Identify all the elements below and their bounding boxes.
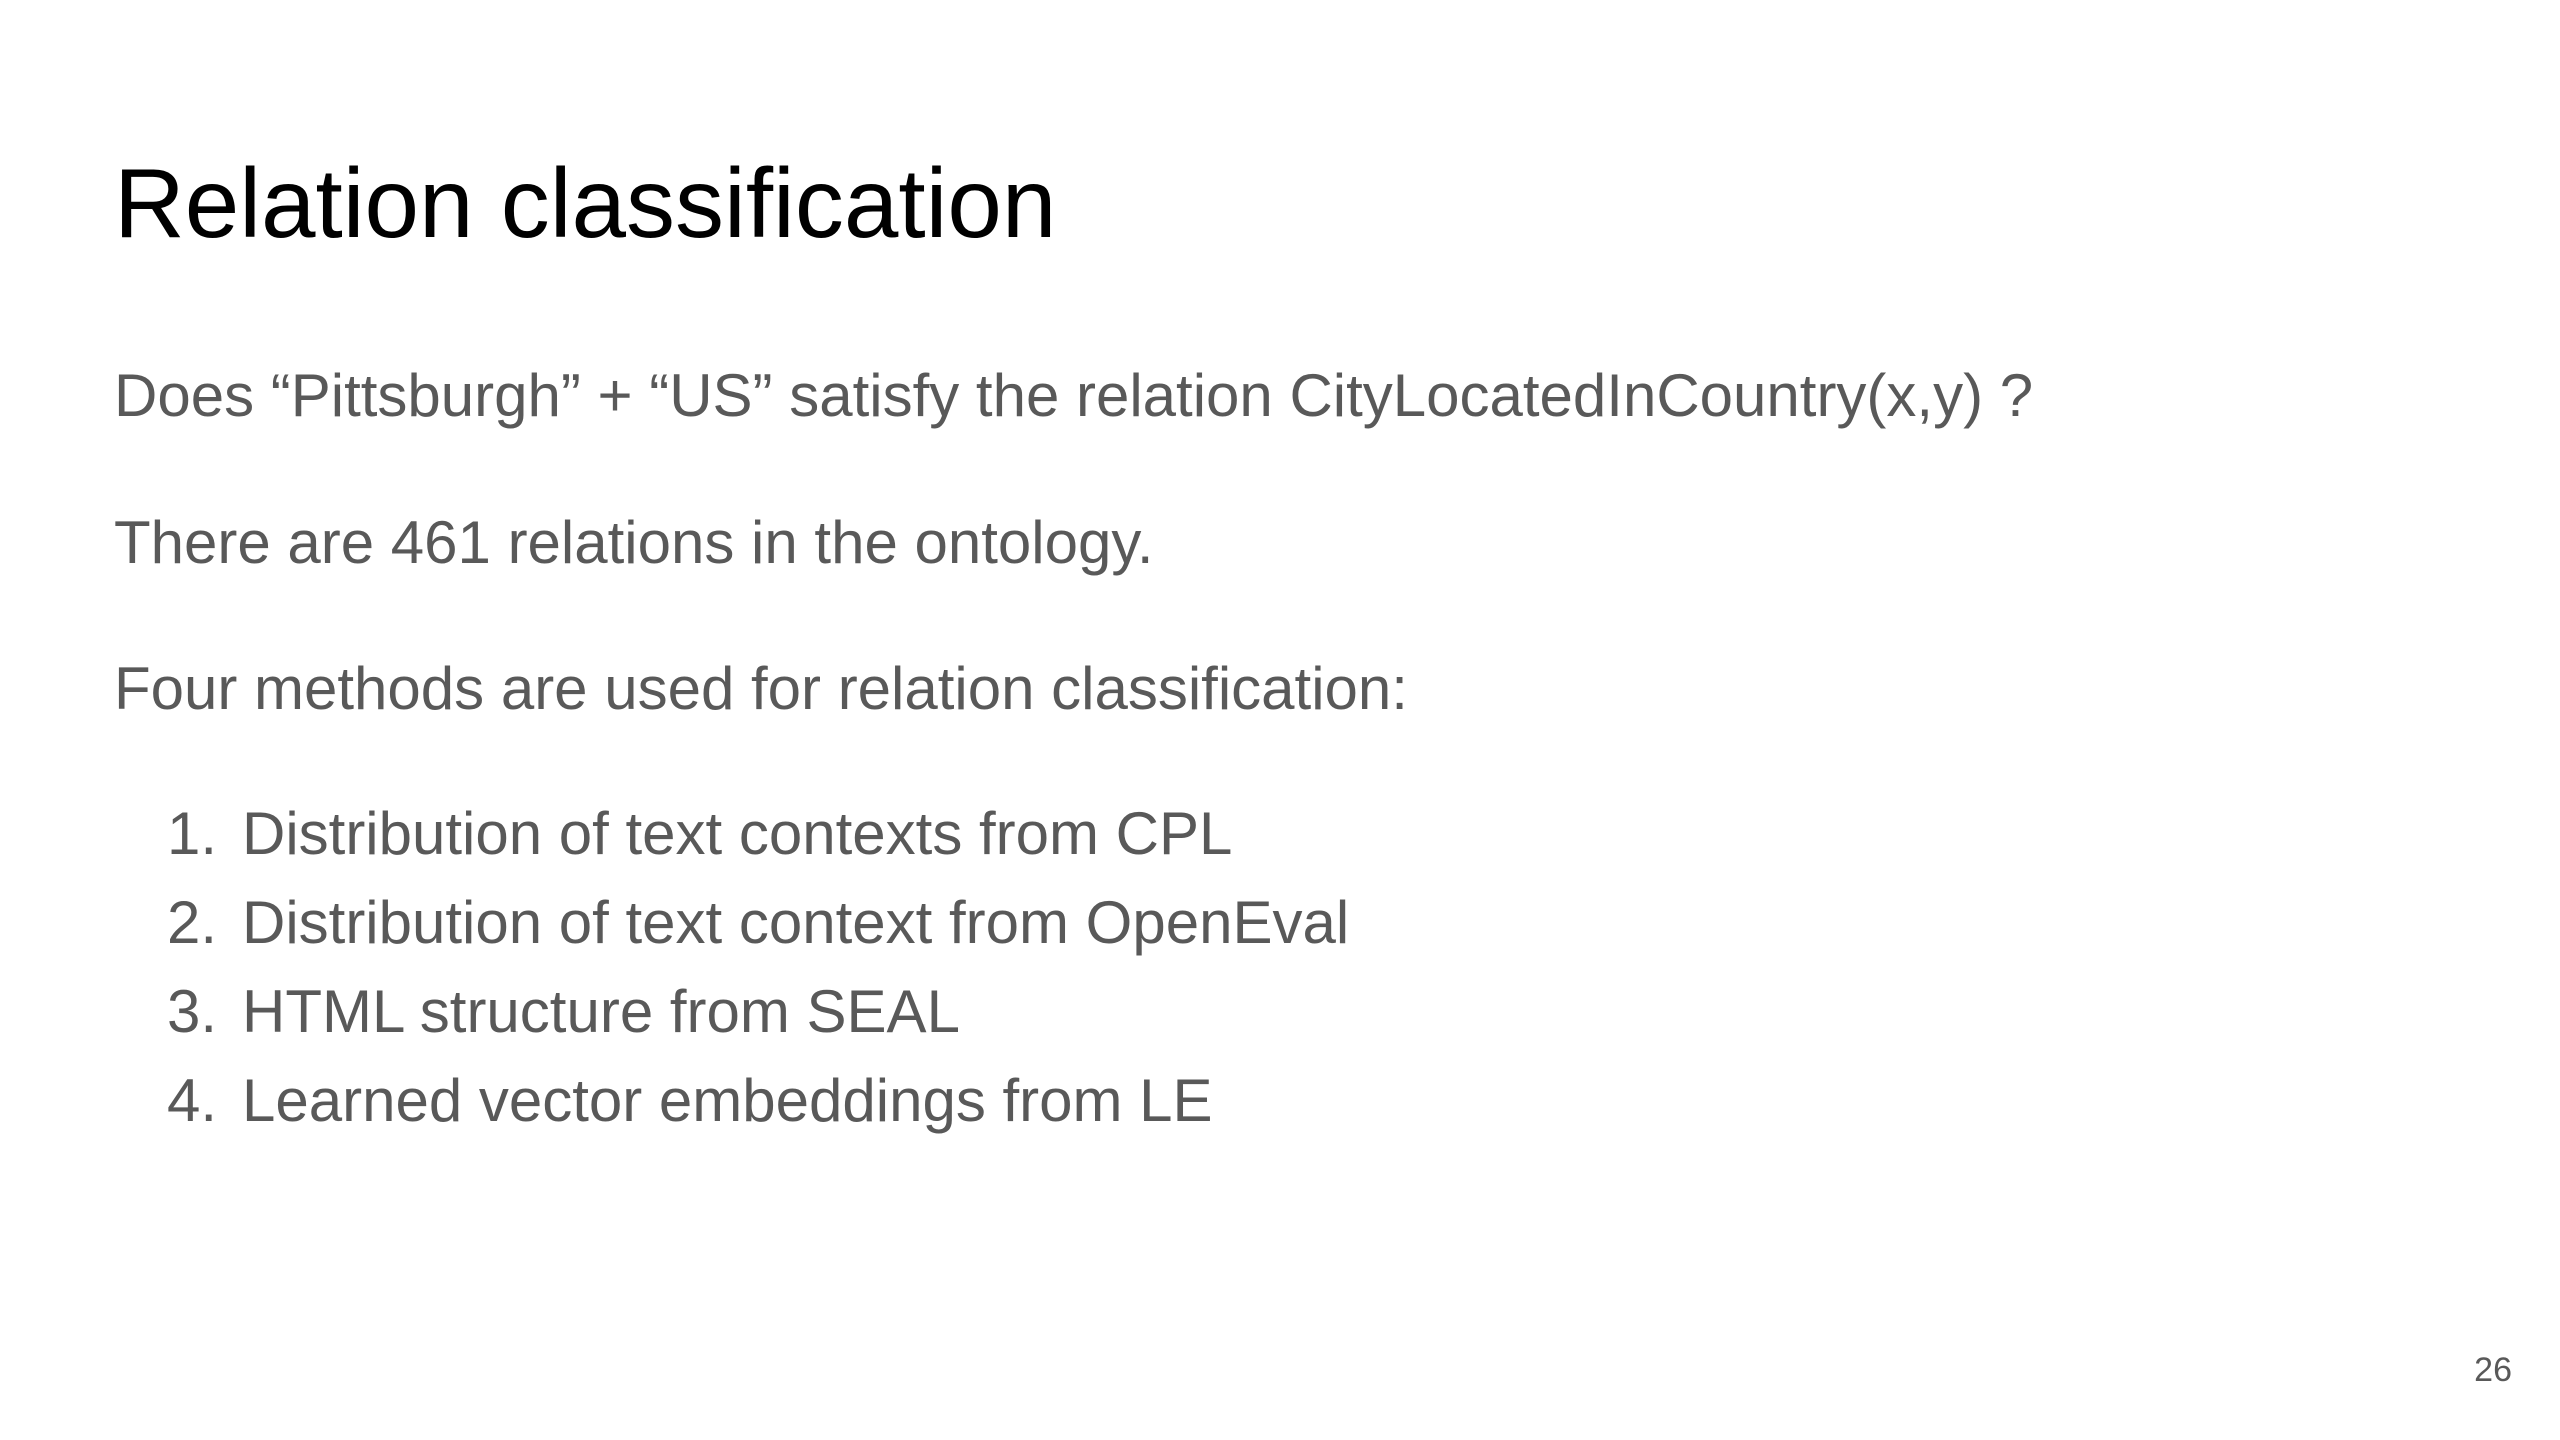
list-item — [114, 976, 1349, 1065]
list-item-text: Distribution of text context from OpenEval — [242, 889, 1350, 956]
ontology-paragraph: There are 461 relations in the ontology. — [114, 509, 1154, 576]
list-item-text: Distribution of text contexts from CPL — [242, 800, 1233, 867]
list-item — [114, 1065, 1349, 1154]
slide-title: Relation classification — [114, 148, 1057, 258]
list-item-number: 3. — [166, 978, 218, 1045]
methods-intro-paragraph: Four methods are used for relation classification: — [114, 655, 1408, 722]
list-item-number: 4. — [166, 1067, 218, 1134]
slide-number: 26 — [2474, 1351, 2512, 1389]
list-item-text: Learned vector embeddings from LE — [242, 1067, 1213, 1134]
list-item-number: 1. — [166, 800, 218, 867]
methods-list — [114, 798, 1349, 1154]
list-item-number: 2. — [166, 889, 218, 956]
list-item — [114, 887, 1349, 976]
list-item — [114, 798, 1349, 887]
question-paragraph: Does “Pittsburgh” + “US” satisfy the relation CityLocatedInCountry(x,y) ? — [114, 362, 2034, 429]
list-item-text: HTML structure from SEAL — [242, 978, 960, 1045]
